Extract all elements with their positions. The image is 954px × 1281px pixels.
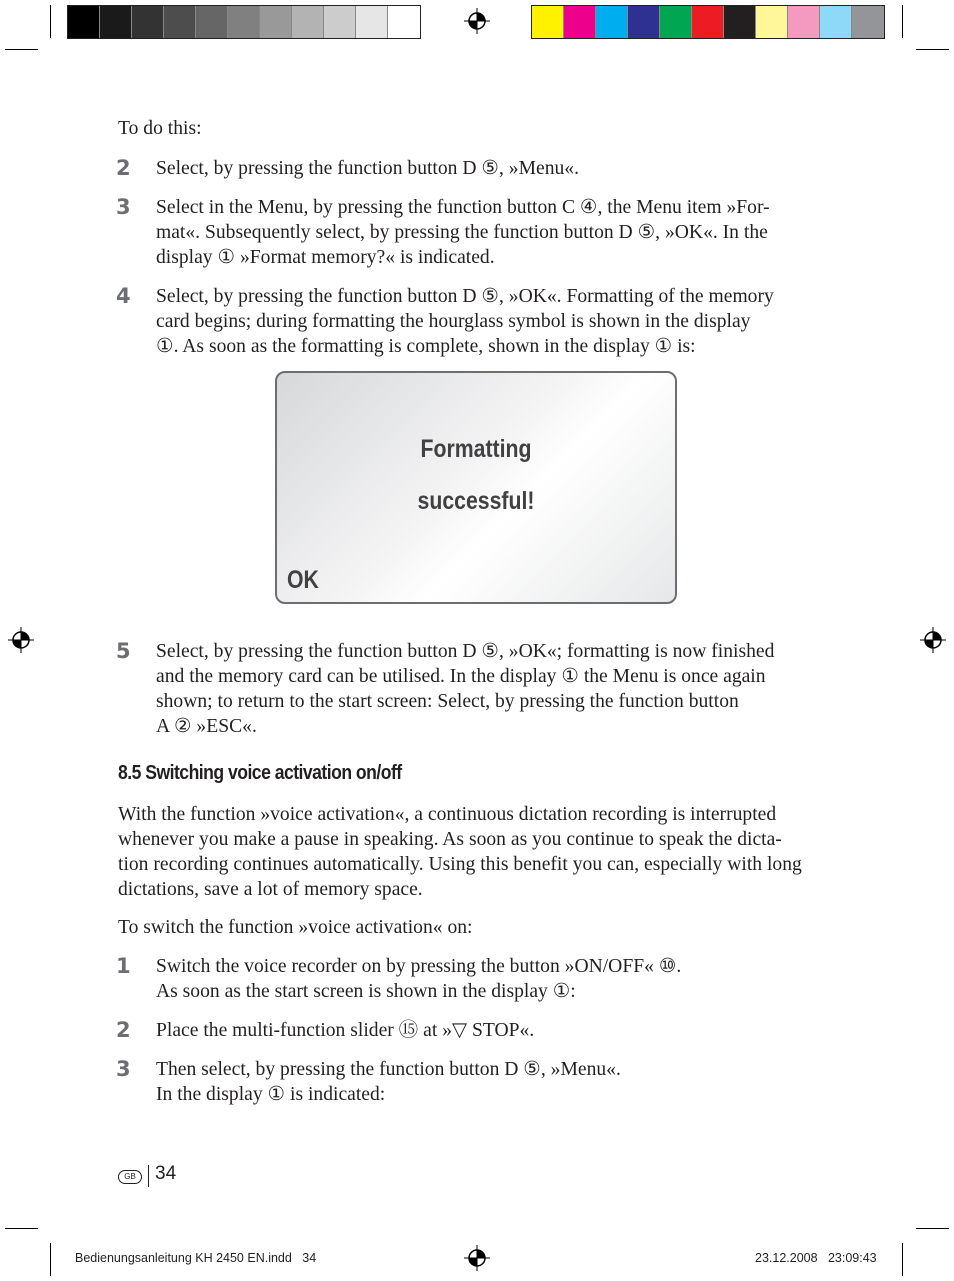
step-number: 3 [116, 195, 131, 219]
color-swatch [788, 6, 820, 38]
crop-mark [916, 49, 949, 50]
gray-swatch [132, 6, 164, 38]
crop-mark [5, 49, 38, 50]
crop-mark [50, 5, 51, 38]
color-bar [531, 5, 885, 39]
step-line: As soon as the start screen is shown in the display ①: [156, 981, 576, 1002]
page-number-divider [148, 1165, 149, 1187]
color-swatch [564, 6, 596, 38]
color-swatch [724, 6, 756, 38]
step-line: mat«. Subsequently select, by pressing the function button D ⑤, »OK«. In the [156, 222, 768, 243]
step-text [156, 954, 846, 1004]
step-text [156, 195, 846, 270]
step-line: and the memory card can be utilised. In the display ① the Menu is once again [156, 666, 766, 687]
grayscale-bar [67, 5, 421, 39]
gray-swatch [356, 6, 388, 38]
page-number: 34 [155, 1163, 177, 1184]
paragraph-line: tion recording continues automatically. Using this benefit you can, especially with long [118, 854, 802, 875]
paragraph-line: dictations, save a lot of memory space. [118, 879, 423, 900]
footer-timestamp: 23.12.2008 23:09:43 [755, 1251, 877, 1265]
paragraph-line: With the function »voice activation«, a continuous dictation recording is interrupted [118, 804, 777, 825]
gray-swatch [164, 6, 196, 38]
body-paragraph [118, 802, 838, 902]
color-swatch [532, 6, 564, 38]
gray-swatch [324, 6, 356, 38]
section-heading: 8.5 Switching voice activation on/off [118, 762, 402, 784]
paragraph-line: whenever you make a pause in speaking. As soon as you continue to speak the dicta- [118, 829, 782, 850]
registration-mark-icon [8, 627, 34, 653]
step-line: shown; to return to the start screen: Select, by pressing the function button [156, 691, 739, 712]
crop-mark [916, 1228, 949, 1229]
gray-swatch [260, 6, 292, 38]
color-swatch [692, 6, 724, 38]
crop-mark [50, 1243, 51, 1276]
step-text [156, 284, 846, 359]
step-line: card begins; during formatting the hourglass symbol is shown in the display [156, 311, 751, 332]
registration-mark-icon [920, 627, 946, 653]
step-number: 2 [116, 1018, 131, 1042]
step-number: 5 [116, 639, 131, 663]
step-number: 1 [116, 954, 131, 978]
display-ok-label: OK [287, 566, 319, 594]
display-line-formatting: Formatting [420, 435, 532, 463]
step-line: Place the multi-function slider ⑮ at »▽ STOP«. [156, 1020, 535, 1041]
color-swatch [820, 6, 852, 38]
step-line: Select, by pressing the function button D ⑤, »OK«. Formatting of the memory [156, 286, 774, 307]
display-line-successful: successful! [417, 487, 535, 515]
color-swatch [596, 6, 628, 38]
step-text [156, 156, 846, 181]
step-line: Select, by pressing the function button D ⑤, »Menu«. [156, 158, 579, 179]
step-number: 2 [116, 156, 131, 180]
country-badge: GB [118, 1170, 142, 1184]
step-number: 4 [116, 284, 131, 308]
gray-swatch [292, 6, 324, 38]
step-line: Select in the Menu, by pressing the function button C ④, the Menu item »For- [156, 197, 770, 218]
gray-swatch [196, 6, 228, 38]
crop-mark [902, 1243, 903, 1276]
gray-swatch [68, 6, 100, 38]
footer-filename: Bedienungsanleitung KH 2450 EN.indd 34 [75, 1251, 317, 1265]
gray-swatch [228, 6, 260, 38]
registration-mark-icon [464, 1245, 490, 1271]
color-swatch [660, 6, 692, 38]
step-line: ①. As soon as the formatting is complete, shown in the display ① is: [156, 336, 696, 357]
step-line: In the display ① is indicated: [156, 1084, 386, 1105]
step-text [156, 639, 846, 739]
step-text [156, 1057, 846, 1107]
gray-swatch [100, 6, 132, 38]
registration-mark-icon [464, 8, 490, 34]
step-number: 3 [116, 1057, 131, 1081]
step-line: Then select, by pressing the function button D ⑤, »Menu«. [156, 1059, 621, 1080]
step-line: display ① »Format memory?« is indicated. [156, 247, 495, 268]
color-swatch [628, 6, 660, 38]
step-line: Switch the voice recorder on by pressing the button »ON/OFF« ⑩. [156, 956, 682, 977]
step-text [156, 1018, 846, 1043]
color-swatch [852, 6, 884, 38]
switch-on-text: To switch the function »voice activation« on: [118, 917, 473, 938]
device-display [275, 371, 677, 604]
crop-mark [902, 5, 903, 38]
crop-mark [5, 1228, 38, 1229]
intro-text: To do this: [118, 118, 202, 139]
step-line: Select, by pressing the function button D ⑤, »OK«; formatting is now finished [156, 641, 775, 662]
color-swatch [756, 6, 788, 38]
step-line: A ② »ESC«. [156, 716, 257, 737]
gray-swatch [388, 6, 420, 38]
